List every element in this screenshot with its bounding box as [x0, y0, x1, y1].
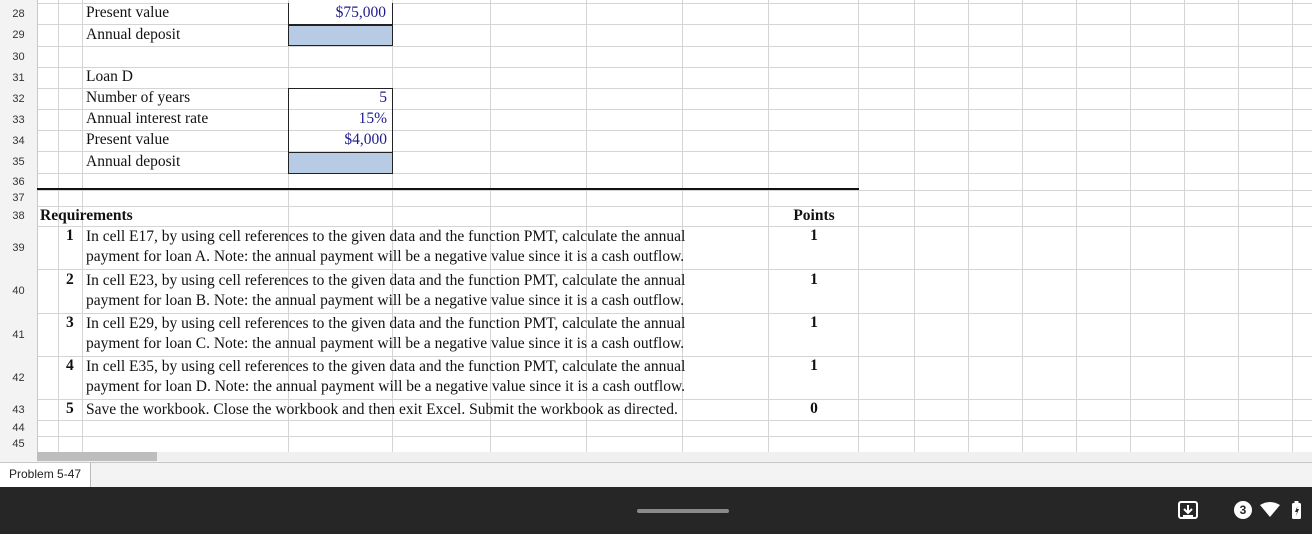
battery-icon [1291, 500, 1303, 520]
requirements-heading: Requirements [40, 207, 133, 224]
row-number[interactable]: 30 [12, 50, 25, 63]
row-number[interactable]: 37 [12, 192, 25, 204]
row-number[interactable]: 28 [12, 7, 25, 20]
row-number[interactable]: 35 [12, 156, 25, 168]
row-number[interactable]: 45 [12, 438, 25, 450]
row-number[interactable]: 31 [12, 71, 25, 84]
row-number[interactable]: 33 [12, 113, 25, 126]
requirement-number: 4 [66, 357, 74, 374]
requirement-line: In cell E29, by using cell references to the given data and the function PMT, calculate the annual [86, 315, 686, 332]
requirement-text [86, 271, 766, 311]
row-number[interactable]: 42 [12, 371, 25, 384]
requirement-text [86, 227, 766, 267]
row-header-column [0, 0, 38, 462]
notification-count-badge[interactable]: 3 [1234, 501, 1252, 519]
annual-deposit-label-loan-d: Annual deposit [86, 153, 181, 170]
requirement-text [86, 314, 766, 354]
present-value-label-loan-d: Present value [86, 131, 170, 148]
annual-deposit-label-loan-c: Annual deposit [86, 26, 181, 43]
row-number[interactable]: 32 [12, 92, 25, 105]
sheet-tab-problem-5-47[interactable]: Problem 5-47 [0, 463, 91, 487]
requirement-text [86, 400, 766, 420]
requirement-number: 5 [66, 400, 74, 417]
loan-d-title: Loan D [86, 68, 133, 85]
present-value-label-loan-c: Present value [86, 4, 170, 21]
years-cell-loan-d[interactable]: 5 [379, 89, 387, 106]
requirement-line: Save the workbook. Close the workbook and then exit Excel. Submit the workbook as directed. [86, 401, 678, 418]
row-number[interactable]: 39 [12, 241, 25, 254]
row-number[interactable]: 40 [12, 285, 25, 297]
row-number[interactable]: 36 [12, 175, 25, 188]
home-indicator[interactable] [637, 509, 729, 513]
requirement-line: payment for loan D. Note: the annual payment will be a negative value since it is a cash outflow. [86, 378, 686, 395]
row-number[interactable]: 41 [12, 328, 25, 341]
row-number[interactable]: 29 [12, 29, 25, 41]
row-number[interactable]: 43 [12, 403, 25, 416]
requirement-line: payment for loan C. Note: the annual payment will be a negative value since it is a cash outflow. [86, 335, 685, 352]
requirement-points: 1 [810, 314, 818, 331]
row-number[interactable]: 38 [12, 210, 25, 222]
horizontal-scrollbar-thumb[interactable] [37, 452, 157, 461]
row-number[interactable]: 34 [12, 134, 25, 147]
requirement-points: 1 [810, 357, 818, 374]
requirement-line: payment for loan B. Note: the annual payment will be a negative value since it is a cash outflow. [86, 292, 685, 309]
requirement-number: 3 [66, 314, 74, 331]
screenshot-icon[interactable] [1177, 499, 1199, 521]
requirement-number: 1 [66, 227, 74, 244]
annual-deposit-cell-loan-c[interactable] [288, 25, 393, 46]
horizontal-scrollbar-track[interactable] [37, 452, 1312, 462]
requirement-number: 2 [66, 271, 74, 288]
requirement-line: In cell E35, by using cell references to the given data and the function PMT, calculate the annual [86, 358, 686, 375]
requirement-points: 0 [810, 400, 818, 417]
row-number[interactable]: 44 [12, 422, 25, 434]
present-value-cell-loan-d[interactable]: $4,000 [344, 131, 387, 148]
system-nav-bar [0, 487, 1312, 534]
requirement-text [86, 357, 766, 397]
wifi-icon [1260, 502, 1280, 518]
section-divider [37, 188, 859, 190]
rate-label-loan-d: Annual interest rate [86, 110, 209, 127]
requirement-line: In cell E23, by using cell references to the given data and the function PMT, calculate the annual [86, 272, 686, 289]
sheet-tab-bar [0, 462, 1312, 488]
rate-cell-loan-d[interactable]: 15% [358, 110, 387, 127]
present-value-cell-loan-c[interactable]: $75,000 [288, 3, 393, 25]
requirement-line: In cell E17, by using cell references to the given data and the function PMT, calculate the annual [86, 228, 686, 245]
requirement-line: payment for loan A. Note: the annual payment will be a negative value since it is a cash outflow. [86, 248, 685, 265]
years-label-loan-d: Number of years [86, 89, 191, 106]
annual-deposit-cell-loan-d[interactable] [288, 152, 393, 174]
requirement-points: 1 [810, 227, 818, 244]
requirement-points: 1 [810, 271, 818, 288]
points-heading: Points [793, 207, 835, 224]
